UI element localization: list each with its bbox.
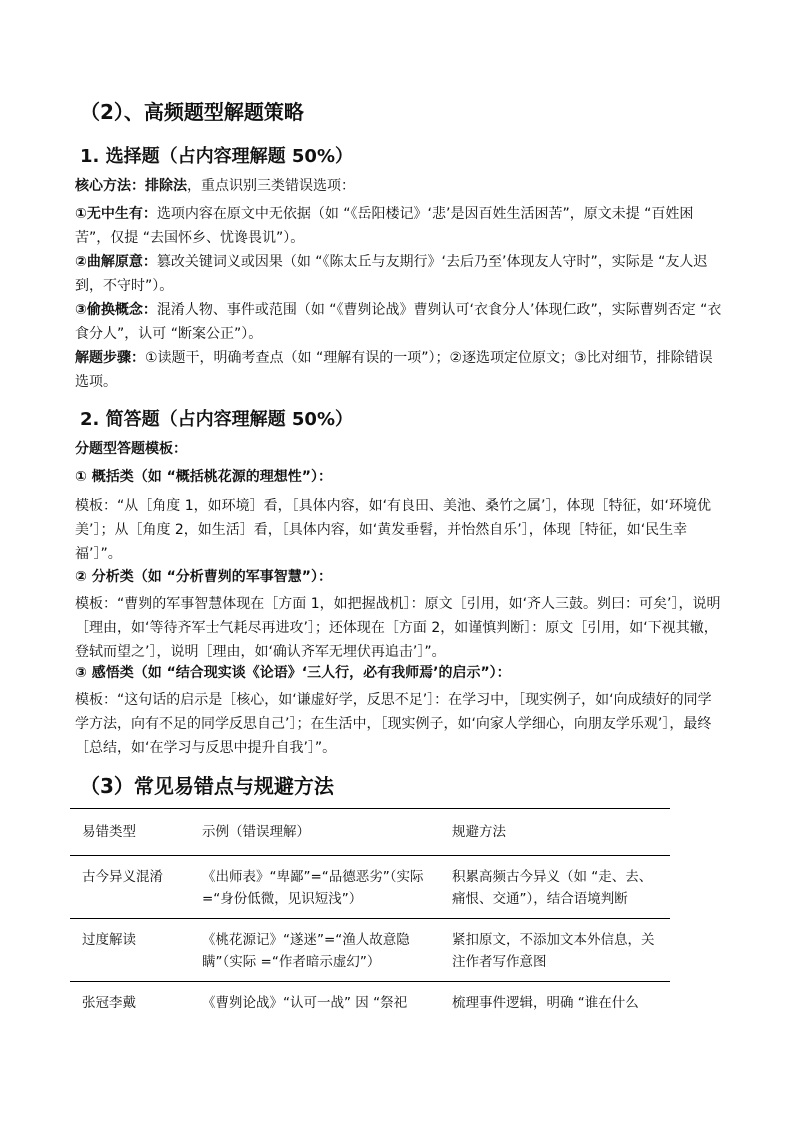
core-method-paragraph <box>75 174 725 198</box>
table-cell: 过度解读 <box>70 919 190 982</box>
table-header-cell: 示例（错误理解） <box>190 809 440 856</box>
template-summary: 模板：“从［角度 1，如环境］看，［具体内容，如‘有良田、美池、桑竹之属’］，体现［特征，如‘环境优美’］；从［角度 2，如生活］看，［具体内容，如‘黄发垂髫，并怡然自乐’］，体现［特征，如‘民生幸福’］”。 <box>75 498 711 562</box>
table-cell: 积累高频古今异义（如 “走、去、痛恨、交通”），结合语境判断 <box>440 856 670 919</box>
type-heading-summary: ① 概括类（如 “概括桃花源的理想性”）： <box>75 469 333 485</box>
error-type-concept-swap <box>75 298 725 346</box>
table-header-row <box>70 809 670 856</box>
error-type-text: 混淆人物、事件或范围（如 “《曹刿论战》曹刿认可‘衣食分人’体现仁政”，实际曹刿否定 “衣食分人”，认可 “断案公正”）。 <box>75 302 722 342</box>
error-type-label: ②曲解原意： <box>75 254 157 270</box>
type-heading-analysis: ② 分析类（如 “分析曹刿的军事智慧”）： <box>75 569 333 585</box>
template-reflection: 模板：“这句话的启示是［核心，如‘谦虚好学，反思不足’］：在学习中，［现实例子，如‘向成绩好的同学学方法，向有不足的同学反思自己’］；在生活中，［现实例子，如‘向家人学细心，向朋友学乐观’］，最终［总结，如‘在学习与反思中提升自我’］”。 <box>75 692 712 756</box>
table-row <box>70 856 670 919</box>
table-row <box>70 982 670 1023</box>
solving-steps-label: 解题步骤： <box>75 350 145 366</box>
common-errors-table <box>70 808 670 1022</box>
template-analysis: 模板：“曹刿的军事智慧体现在［方面 1，如把握战机］：原文［引用，如‘齐人三鼓。刿曰：可矣’］，说明［理由，如‘等待齐军士气耗尽再进攻’］；还体现在［方面 2，如谨慎判断］：原文［引用，如‘下视其辙，登轼而望之’］，说明［理由，如‘确认齐军无埋伏再追击’］”。 <box>75 596 721 660</box>
table-cell: 紧扣原文，不添加文本外信息，关注作者写作意图 <box>440 919 670 982</box>
table-cell: 古今异义混淆 <box>70 856 190 919</box>
table-cell: 张冠李戴 <box>82 995 136 1011</box>
section-2-title: （2）、高频题型解题策略 <box>80 100 304 124</box>
table-cell: 《桃花源记》“遂迷”=“渔人故意隐瞒”（实际 =“作者暗示虚幻”） <box>190 919 440 982</box>
table-header-cell: 易错类型 <box>70 809 190 856</box>
error-type-label: ③偷换概念： <box>75 302 157 318</box>
error-type-text: 选项内容在原文中无依据（如 “《岳阳楼记》‘悲’是因百姓生活困苦”，原文未提 “百姓困苦”，仅提 “去国怀乡、忧谗畏讥”）。 <box>75 206 694 246</box>
template-label: 分题型答题模板： <box>75 441 187 457</box>
choice-question-title: 1. 选择题（占内容理解题 50%） <box>80 146 353 167</box>
short-answer-title: 2. 简答题（占内容理解题 50%） <box>80 409 353 430</box>
table-cell: 梳理事件逻辑，明确 “谁在什么 <box>452 995 639 1011</box>
type-heading-reflection: ③ 感悟类（如 “结合现实谈《论语》‘三人行，必有我师焉’的启示”）： <box>75 665 511 681</box>
error-type-text: 篡改关键词义或因果（如 “《陈太丘与友期行》‘去后乃至’体现友人守时”，实际是 “友人迟到，不守时”）。 <box>75 254 708 294</box>
table-row <box>70 919 670 982</box>
solving-steps-paragraph <box>75 346 725 394</box>
error-type-misinterpretation <box>75 250 725 298</box>
section-3-title: （3）常见易错点与规避方法 <box>80 774 334 798</box>
error-type-label: ①无中生有： <box>75 206 157 222</box>
core-method-label: 核心方法：排除法 <box>75 178 187 194</box>
table-cell: 《出师表》“卑鄙”=“品德恶劣”（实际 =“身份低微，见识短浅”） <box>190 856 440 919</box>
solving-steps-text: ①读题干，明确考查点（如 “理解有误的一项”）；②逐选项定位原文；③比对细节，排除错误选项。 <box>75 350 713 390</box>
table-cell: 《曹刿论战》“认可一战” 因 “祭祀 <box>202 995 408 1011</box>
core-method-text: ，重点识别三类错误选项： <box>187 178 355 194</box>
error-type-fabrication <box>75 202 725 250</box>
table-header-cell: 规避方法 <box>440 809 670 856</box>
